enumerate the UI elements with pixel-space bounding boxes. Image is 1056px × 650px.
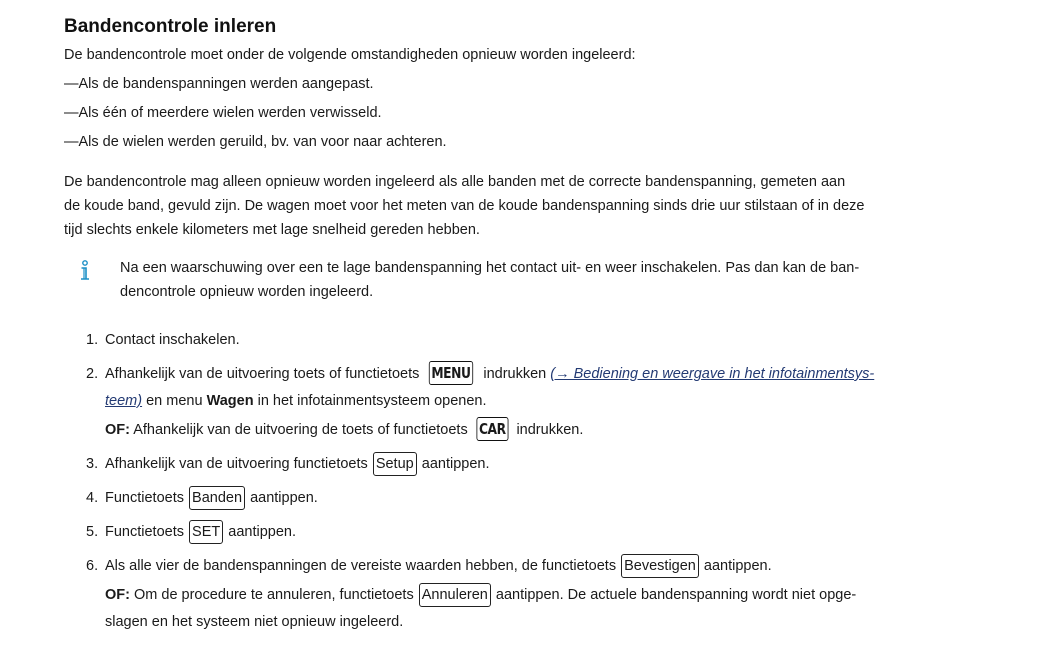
dash-item: —Als één of meerdere wielen werden verwisseld. (64, 105, 382, 121)
intro-text: De bandencontrole moet onder de volgende omstandigheden opnieuw worden ingeleerd: (64, 47, 636, 63)
step-item (64, 519, 924, 546)
note-line: Na een waarschuwing over een te lage bandenspanning het contact uit- en weer inschakelen. Pas dan kan de ban- (120, 260, 860, 276)
or-label: OF: (105, 587, 130, 603)
step-number: 5. (86, 524, 99, 540)
banden-key: Banden (189, 486, 245, 510)
dash-item: —Als de wielen werden geruild, bv. van voor naar achteren. (64, 134, 447, 150)
step-text: en menu (146, 393, 203, 409)
info-note (64, 256, 910, 304)
step-number: 4. (86, 490, 99, 506)
car-key: CAR (476, 417, 508, 441)
step-item (64, 451, 924, 478)
step-number: 6. (86, 558, 99, 574)
bevestigen-key: Bevestigen (621, 554, 699, 578)
step-text: Functietoets (105, 490, 184, 506)
step-number: 2. (86, 366, 99, 382)
step-number: 3. (86, 456, 99, 472)
step-text: Afhankelijk van de uitvoering functietoets (105, 456, 368, 472)
step-number: 1. (86, 332, 99, 348)
paragraph-line: De bandencontrole mag alleen opnieuw worden ingeleerd als alle banden met de correcte bandenspanning, gemeten aan (64, 174, 846, 190)
step-text: aantippen. (228, 524, 296, 540)
step-text: slagen en het systeem niet opnieuw ingeleerd. (105, 614, 404, 630)
body-paragraph (64, 170, 914, 242)
step-text: aantippen. (703, 558, 772, 574)
paragraph-line: de koude band, gevuld zijn. De wagen moet voor het meten van de koude bandenspanning sinds drie uur stilstaan of in deze (64, 198, 865, 214)
step-text: aantippen. (421, 456, 490, 472)
note-line: dencontrole opnieuw worden ingeleerd. (120, 284, 374, 300)
set-key: SET (189, 520, 223, 544)
setup-key: Setup (373, 452, 417, 476)
annuleren-key: Annuleren (419, 583, 491, 607)
step-item (64, 485, 924, 512)
step-item (64, 327, 924, 354)
step-text: in het infotainmentsysteem openen. (257, 393, 487, 409)
dash-item: —Als de bandenspanningen werden aangepast. (64, 76, 374, 92)
alternative-line (105, 582, 924, 636)
paragraph-line: tijd slechts enkele kilometers met lage snelheid gereden hebben. (64, 222, 480, 238)
infotainment-link[interactable]: teem) (105, 393, 143, 409)
section-title: Bandencontrole inleren (64, 16, 277, 37)
step-text: aantippen. (250, 490, 318, 506)
step-text: Contact inschakelen. (105, 332, 240, 348)
info-icon (77, 260, 93, 284)
step-text: Om de procedure te annuleren, functietoets (134, 587, 414, 603)
step-text: indrukken. (516, 422, 584, 438)
menu-name: Wagen (206, 393, 254, 409)
menu-key: MENU (429, 361, 473, 385)
step-text: Functietoets (105, 524, 184, 540)
infotainment-link[interactable]: (→ Bediening en weergave in het infotainmentsys- (550, 366, 875, 382)
step-text: Afhankelijk van de uitvoering toets of functietoets (105, 366, 420, 382)
step-text: aantippen. De actuele bandenspanning wordt niet opge- (495, 587, 857, 603)
step-item (64, 553, 924, 636)
steps-list (64, 327, 924, 636)
document-page (64, 14, 924, 643)
step-text: Als alle vier de bandenspanningen de vereiste waarden hebben, de functietoets (105, 558, 617, 574)
step-text: indrukken (483, 366, 547, 382)
step-item (64, 361, 924, 444)
step-text: Afhankelijk van de uitvoering de toets of functietoets (133, 422, 468, 438)
or-label: OF: (105, 422, 130, 438)
alternative-line (105, 417, 924, 444)
